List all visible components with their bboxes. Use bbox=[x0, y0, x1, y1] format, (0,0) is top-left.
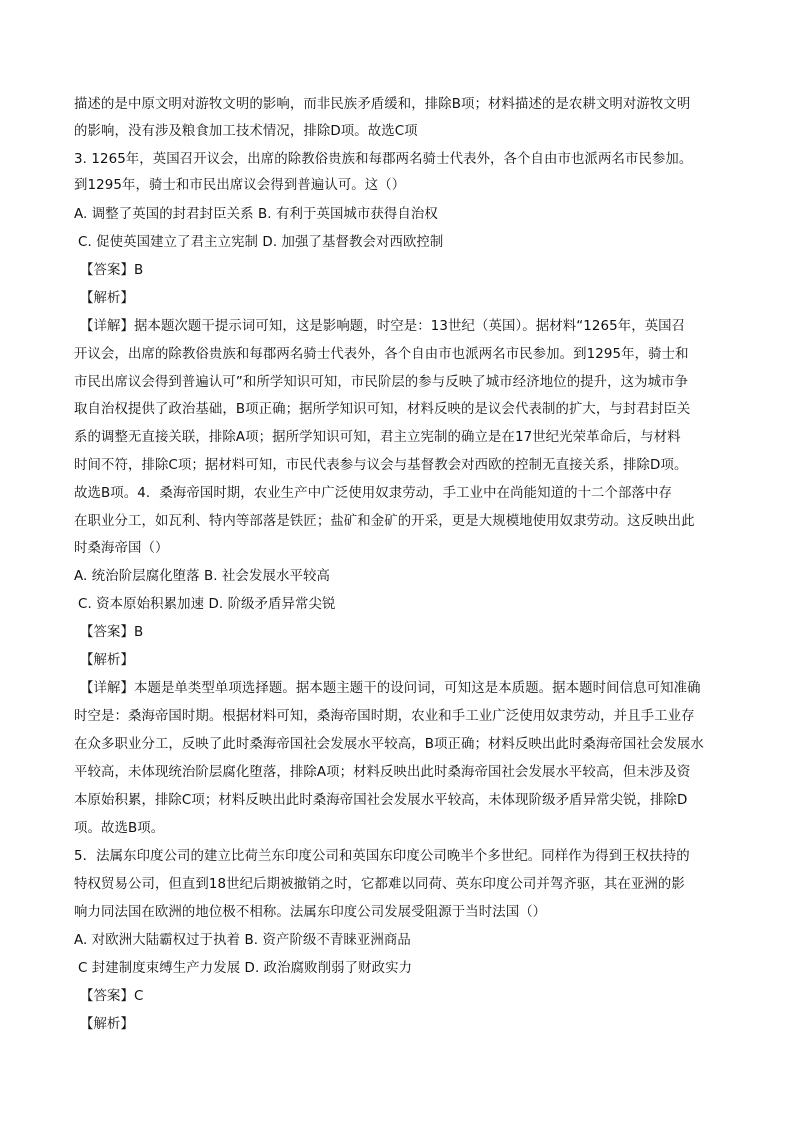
explanation-line: 本原始积累，排除C项；材料反映出此时桑海帝国社会发展水平较高，未体现阶级矛盾异常尖锐，排除D bbox=[74, 793, 688, 808]
explanation-line: 在众多职业分工，反映了此时桑海帝国社会发展水平较高，B项正确；材料反映出此时桑海帝国社会发展水 bbox=[74, 737, 704, 752]
question-4-stem: 时桑海帝国（） bbox=[74, 541, 169, 556]
question-3-stem: 到1295年，骑士和市民出席议会得到普遍认可。这（） bbox=[74, 178, 406, 193]
explanation-line: 时空是：桑海帝国时期。根据材料可知，桑海帝国时期，农业和手工业广泛使用奴隶劳动，并且手工业存 bbox=[74, 709, 695, 724]
analysis-label: 【解析】 bbox=[80, 653, 134, 668]
explanation-line: 平较高，未体现统治阶层腐化堕落，排除A项；材料反映出此时桑海帝国社会发展水平较高，但未涉及资 bbox=[74, 765, 691, 780]
explanation-line: 【详解】据本题次题干提示词可知，这是影响题，时空是：13世纪（英国）。据材料“1265年，英国召 bbox=[80, 319, 686, 334]
text-line: 描述的是中原文明对游牧文明的影响，而非民族矛盾缓和，排除B项；材料描述的是农耕文明对游牧文明 bbox=[74, 97, 691, 112]
question-5-stem: 5．法属东印度公司的建立比荷兰东印度公司和英国东印度公司晚半个多世纪。同样作为得到王权扶持的 bbox=[74, 849, 690, 864]
question-5-stem: 特权贸易公司，但直到18世纪后期被撤销之时，它都难以同荷、英东印度公司并驾齐驱，其在亚洲的影 bbox=[74, 877, 685, 892]
question-4-stem: 故选B项。4．桑海帝国时期，农业生产中广泛使用奴隶劳动，手工业中在尚能知道的十二个部落中存 bbox=[74, 486, 672, 501]
explanation-line: 项。故选B项。 bbox=[74, 821, 165, 836]
question-4-stem: 在职业分工，如瓦利、特内等部落是铁匠；盐矿和金矿的开采，更是大规模地使用奴隶劳动。这反映出此 bbox=[74, 514, 695, 529]
explanation-line: 取自治权提供了政治基础，B项正确；据所学知识可知，材料反映的是议会代表制的扩大，与封君封臣关 bbox=[74, 402, 691, 417]
question-3-options: C. 促使英国建立了君主立宪制 D. 加强了基督教会对西欧控制 bbox=[78, 235, 444, 250]
question-3-options: A. 调整了英国的封君封臣关系 B. 有利于英国城市获得自治权 bbox=[74, 207, 438, 222]
analysis-label: 【解析】 bbox=[80, 291, 134, 306]
question-5-options: C 封建制度束缚生产力发展 D. 政治腐败削弱了财政实力 bbox=[78, 961, 413, 976]
explanation-line: 市民出席议会得到普遍认可”和所学知识可知，市民阶层的参与反映了城市经济地位的提升，这为城市争 bbox=[74, 375, 689, 390]
explanation-line: 时间不符，排除C项；据材料可知，市民代表参与议会与基督教会对西欧的控制无直接关系，排除D项。 bbox=[74, 458, 688, 473]
answer-label: 【答案】B bbox=[80, 625, 144, 640]
answer-label: 【答案】B bbox=[80, 263, 144, 278]
analysis-label: 【解析】 bbox=[80, 1017, 134, 1032]
text-line: 的影响，没有涉及粮食加工技术情况，排除D项。故选C项 bbox=[74, 124, 418, 139]
question-5-stem: 响力同法国在欧洲的地位极不相称。法属东印度公司发展受阻源于当时法国（） bbox=[74, 905, 547, 920]
explanation-line: 【详解】本题是单类型单项选择题。据本题主题干的设问词，可知这是本质题。据本题时间信息可知准确 bbox=[80, 681, 701, 696]
explanation-line: 开议会，出席的除教俗贵族和每郡两名骑士代表外，各个自由市也派两名市民参加。到1295年，骑士和 bbox=[74, 347, 689, 362]
answer-label: 【答案】C bbox=[80, 989, 144, 1004]
question-4-options: C. 资本原始积累加速 D. 阶级矛盾异常尖锐 bbox=[78, 597, 336, 612]
question-3-stem: 3. 1265年，英国召开议会，出席的除教俗贵族和每郡两名骑士代表外，各个自由市也派两名市民参加。 bbox=[74, 152, 693, 167]
question-4-options: A. 统治阶层腐化堕落 B. 社会发展水平较高 bbox=[74, 569, 330, 584]
question-5-options: A. 对欧洲大陆霸权过于执着 B. 资产阶级不青睐亚洲商品 bbox=[74, 933, 411, 948]
explanation-line: 系的调整无直接关联，排除A项；据所学知识可知，君主立宪制的确立是在17世纪光荣革命后，与材料 bbox=[74, 430, 681, 445]
